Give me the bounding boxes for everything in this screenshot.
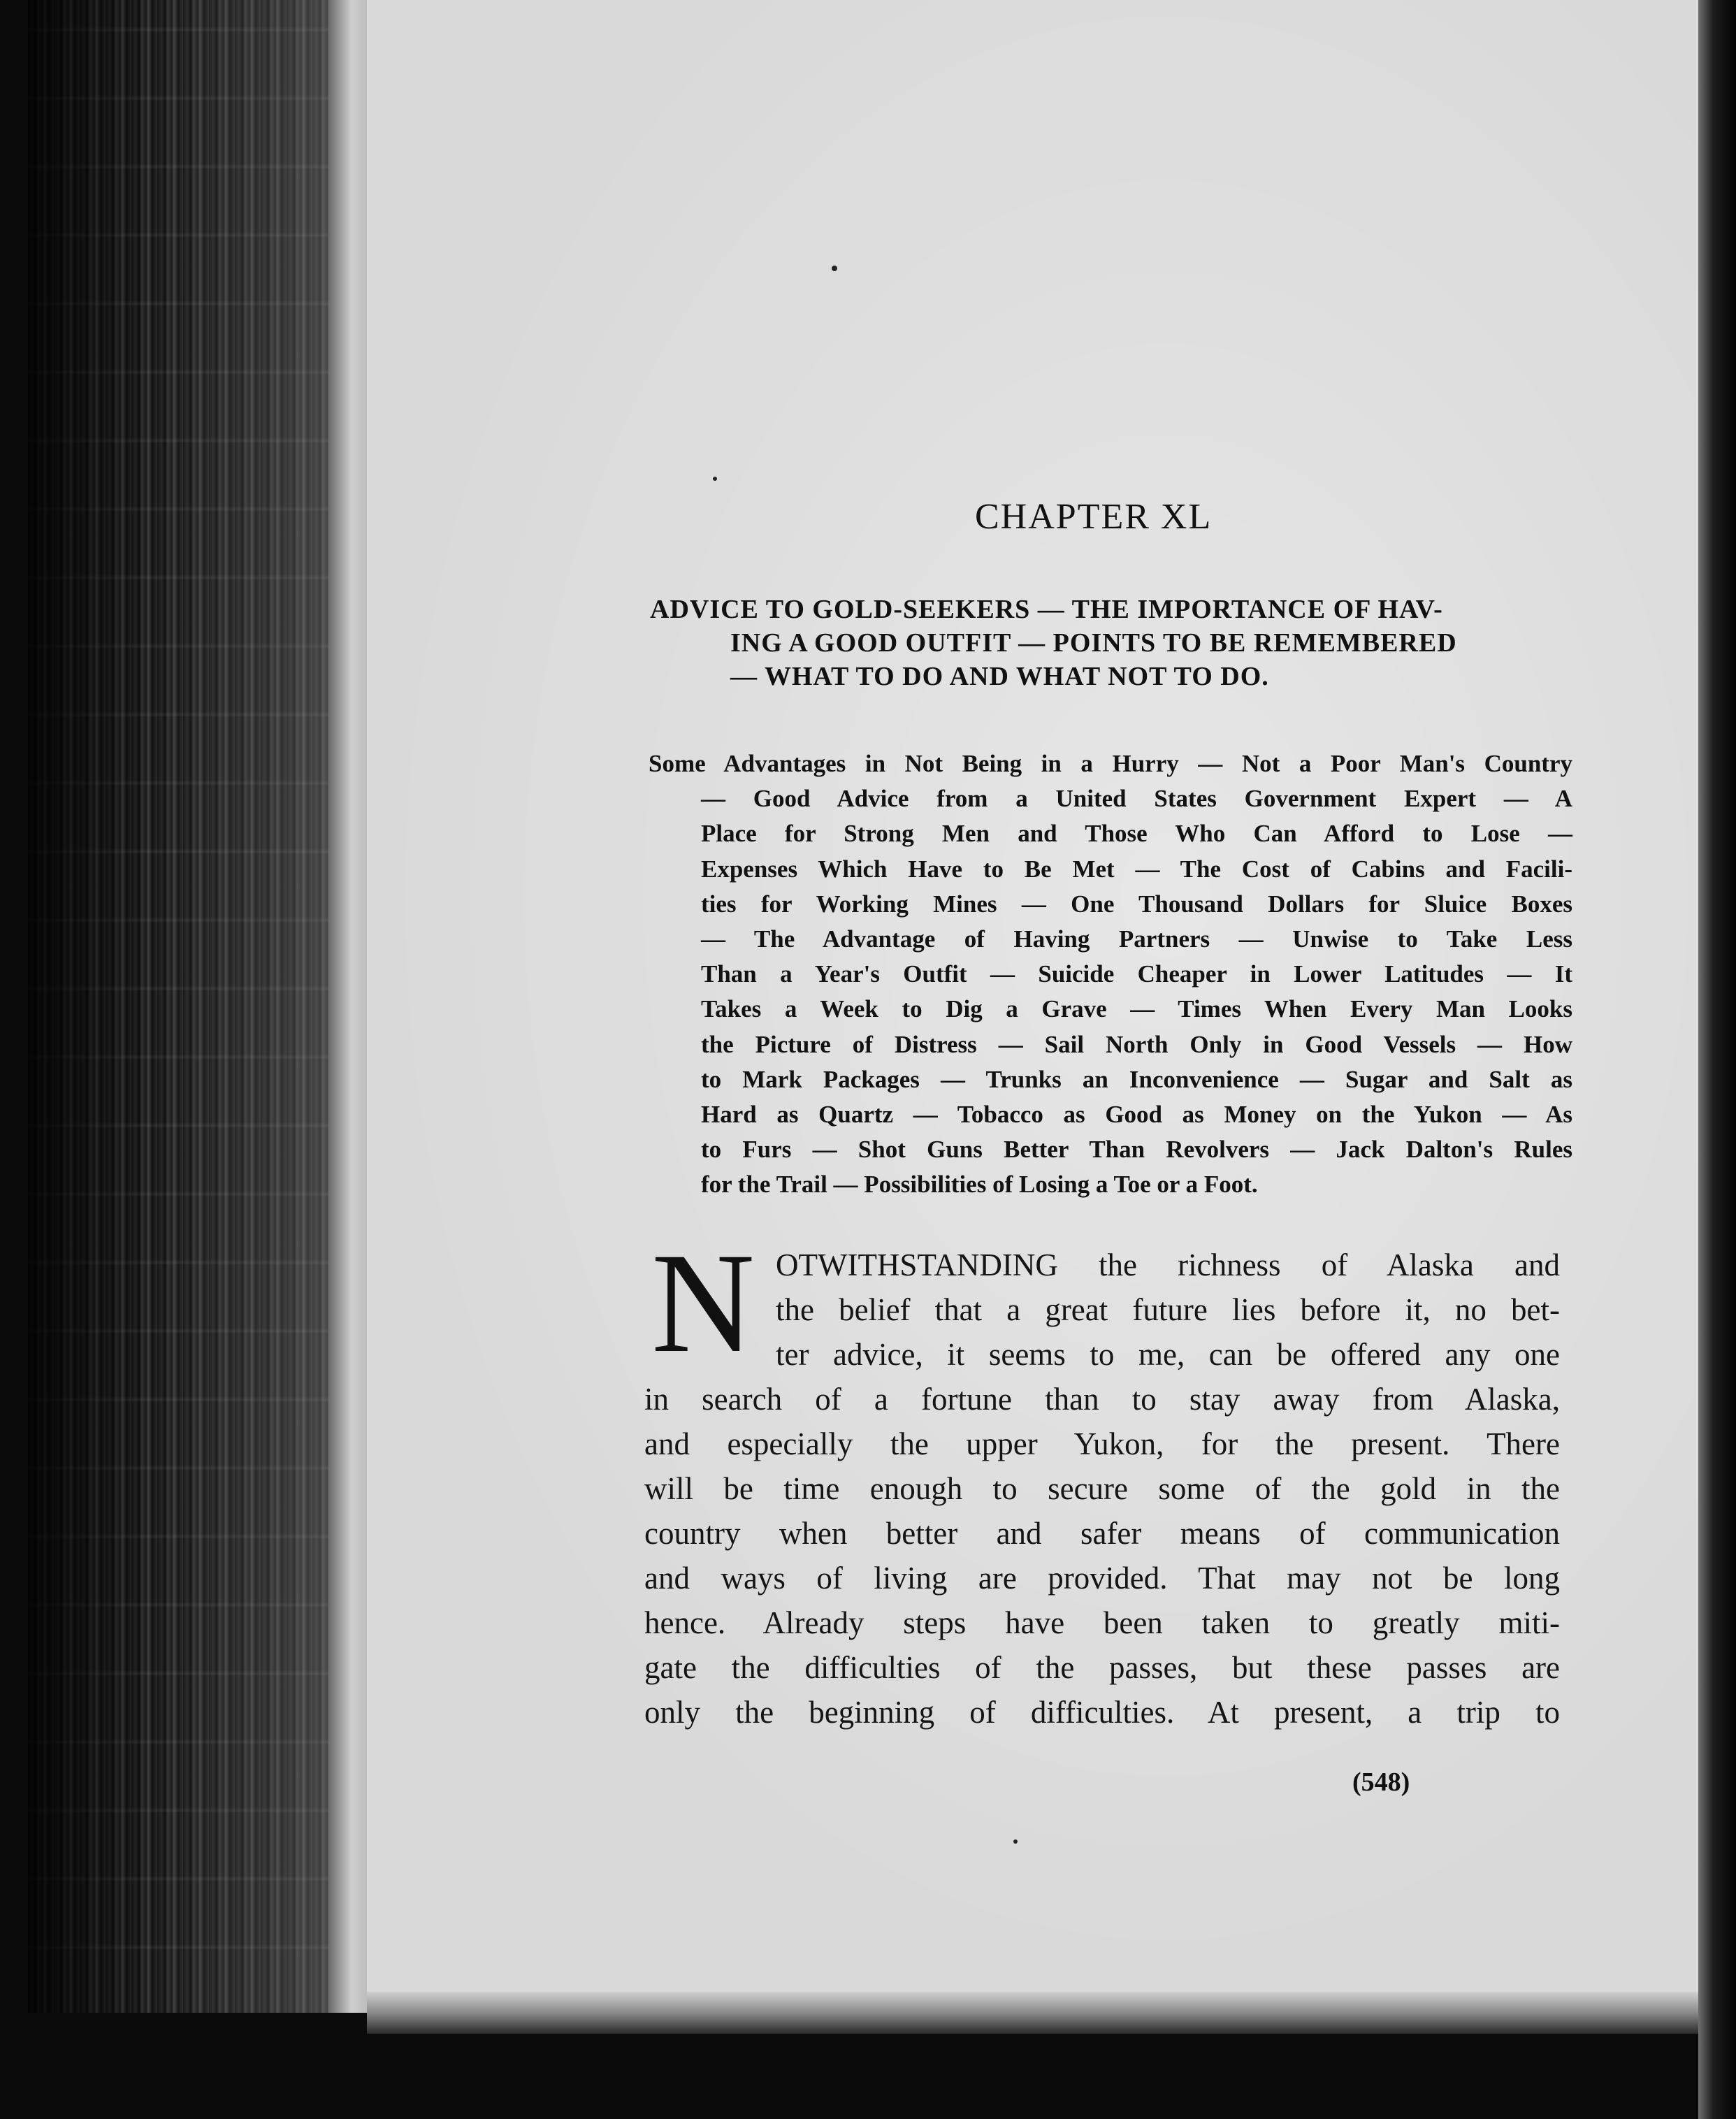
synopsis-line: Place for Strong Men and Those Who Can Afford to Lose — [701,820,1572,848]
chapter-title: CHAPTER XL [975,497,1213,537]
body-line: only the beginning of difficulties. At present, a trip to [644,1695,1560,1730]
synopsis-line: ties for Working Mines — One Thousand Dollars for Sluice Boxes [701,890,1572,918]
subtitle-line: — WHAT TO DO AND WHAT NOT TO DO. [730,662,1269,691]
subtitle-line: ADVICE TO GOLD-SEEKERS — THE IMPORTANCE OF HAV- [650,595,1443,624]
body-line: will be time enough to secure some of the gold in the [644,1471,1560,1506]
synopsis-line: Takes a Week to Dig a Grave — Times When Every Man Looks [701,995,1572,1023]
synopsis-line: to Furs — Shot Guns Better Than Revolvers — Jack Dalton's Rules [701,1136,1572,1164]
body-line: and ways of living are provided. That may not be long [644,1561,1560,1596]
page-bottom-edge [367,1992,1698,2034]
body-line: OTWITHSTANDING the richness of Alaska and [776,1247,1560,1282]
drop-cap: N [651,1224,755,1382]
body-line: in search of a fortune than to stay away from Alaska, [644,1382,1560,1417]
body-line: the belief that a great future lies before it, no bet- [776,1292,1560,1327]
page-number: (548) [1352,1767,1410,1797]
chapter-subtitle [650,593,1572,693]
synopsis-line: the Picture of Distress — Sail North Only in Good Vessels — How [701,1030,1572,1058]
synopsis-line: Some Advantages in Not Being in a Hurry — Not a Poor Man's Country [649,750,1572,777]
synopsis-line: for the Trail — Possibilities of Losing a Toe or a Foot. [701,1171,1258,1199]
body-text [644,1243,1560,1735]
synopsis-line: — The Advantage of Having Partners — Unwise to Take Less [701,925,1572,953]
synopsis-line: Than a Year's Outfit — Suicide Cheaper in Lower Latitudes — It [701,960,1572,988]
body-line: ter advice, it seems to me, can be offered any one [776,1337,1560,1372]
body-line: gate the difficulties of the passes, but these passes are [644,1650,1560,1685]
speck [832,266,837,271]
body-line: country when better and safer means of communication [644,1516,1560,1551]
chapter-synopsis [649,746,1572,1203]
page-right-edge [1698,0,1736,2119]
page-lip [328,0,367,2013]
body-line: and especially the upper Yukon, for the present. There [644,1426,1560,1461]
body-line: hence. Already steps have been taken to greatly miti- [644,1605,1560,1640]
synopsis-line: Expenses Which Have to Be Met — The Cost of Cabins and Facili- [701,855,1572,883]
page-edges [28,0,377,2013]
synopsis-line: to Mark Packages — Trunks an Inconvenience — Sugar and Salt as [701,1065,1572,1093]
speck [713,477,717,481]
synopsis-line: — Good Advice from a United States Government Expert — A [701,785,1572,813]
synopsis-line: Hard as Quartz — Tobacco as Good as Money on the Yukon — As [701,1101,1572,1129]
subtitle-line: ING A GOOD OUTFIT — POINTS TO BE REMEMBERED [730,628,1457,658]
speck [1013,1839,1018,1844]
